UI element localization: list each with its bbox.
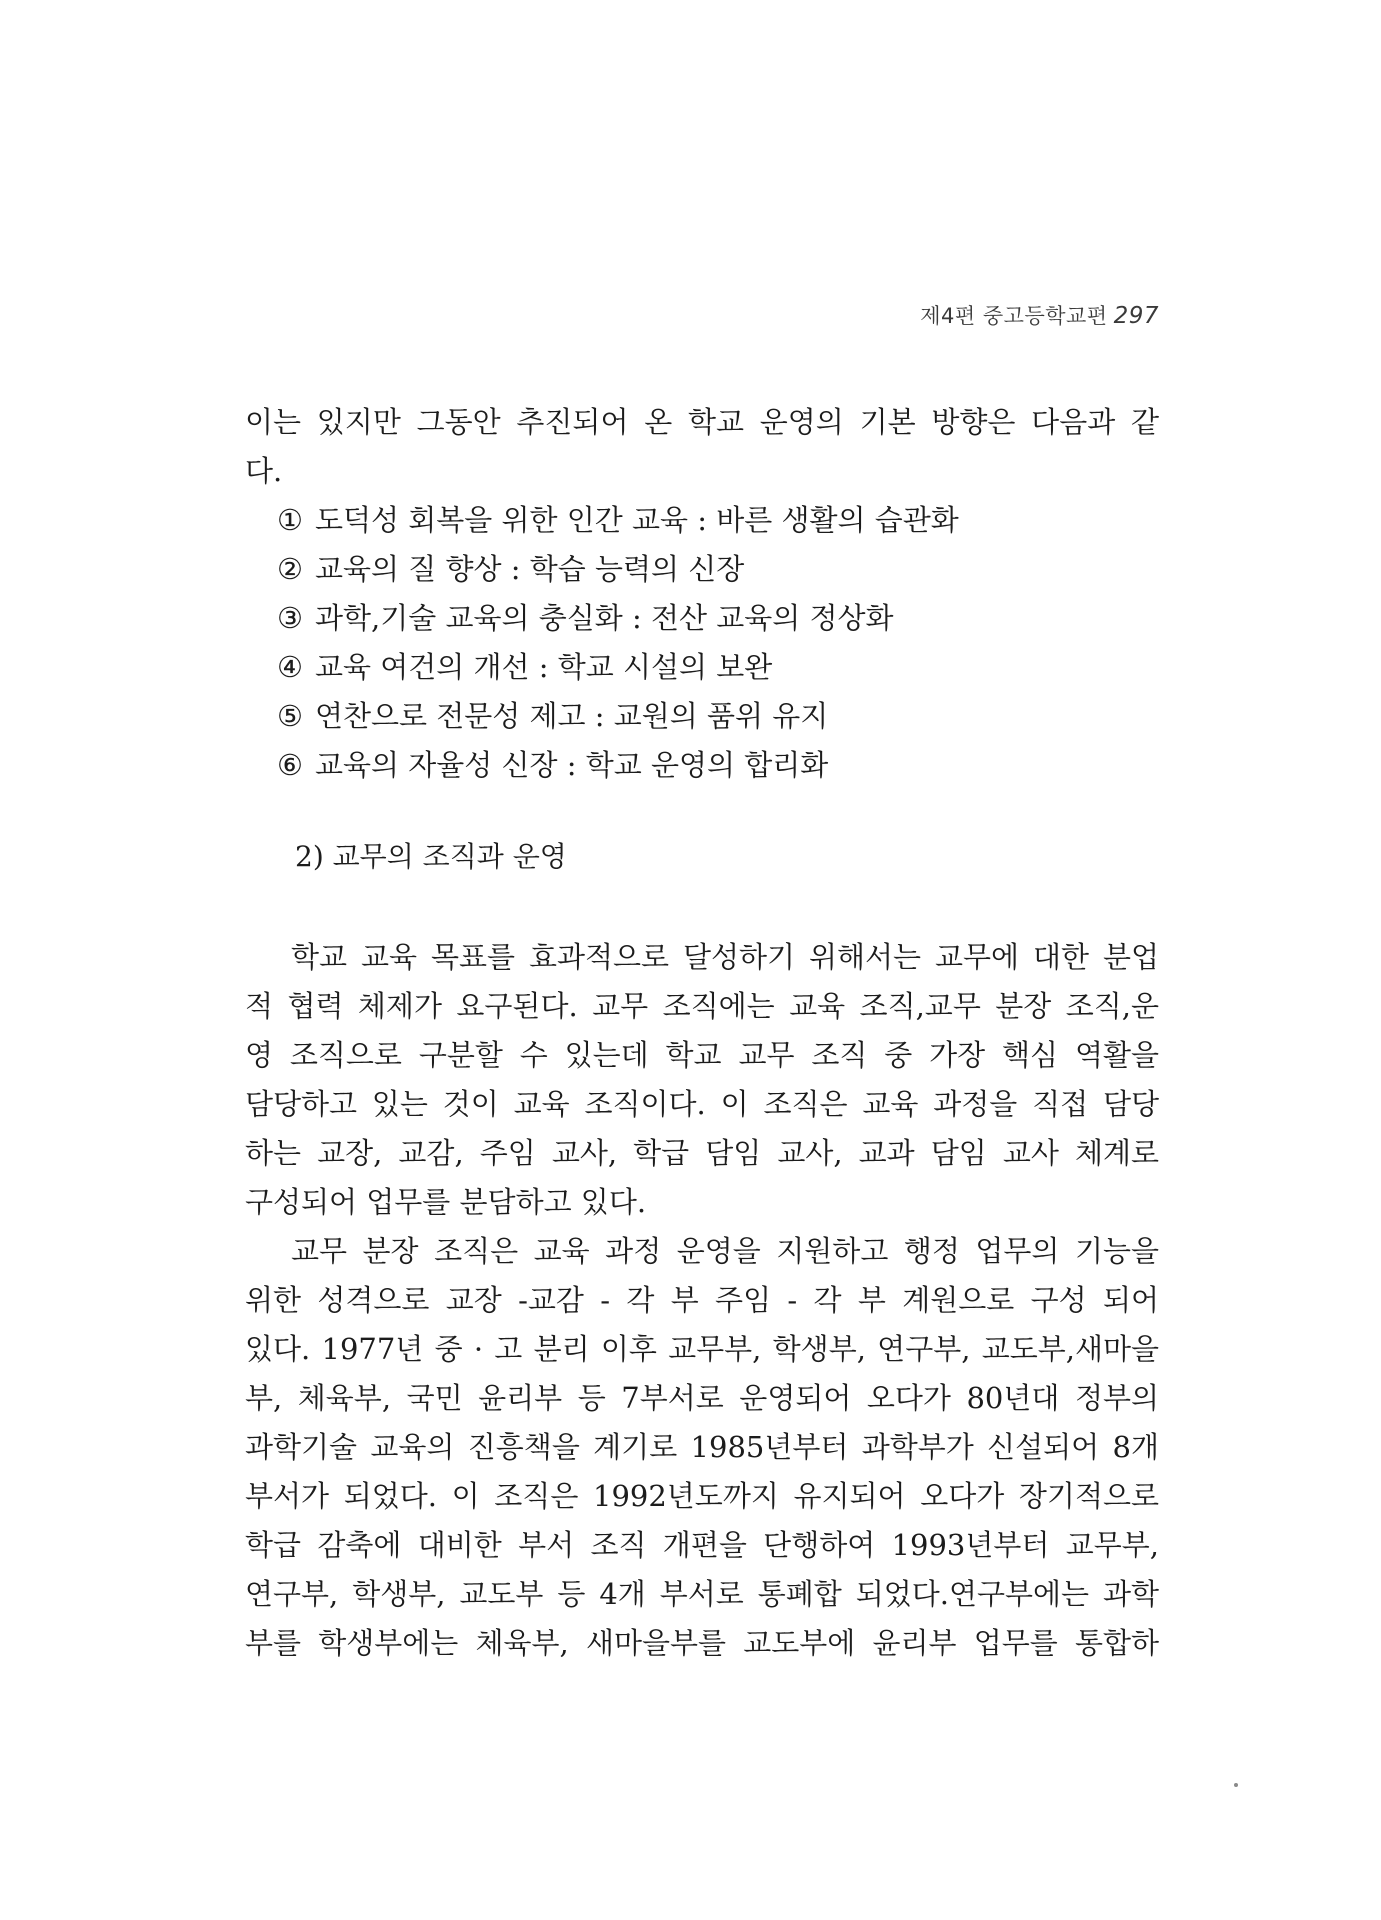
list-item (245, 594, 1159, 643)
page-number: 297 (1113, 303, 1159, 329)
list-marker: ④ (277, 650, 303, 684)
principle-list (245, 496, 1159, 790)
paragraph-line: 있다. 1977년 중 · 고 분리 이후 교무부, 학생부, 연구부, 교도부,새마을 (245, 1332, 1159, 1366)
paragraph-line: 교무 분장 조직은 교육 과정 운영을 지원하고 행정 업무의 기능을 (291, 1234, 1159, 1268)
list-marker: ② (277, 552, 303, 586)
list-text: 연찬으로 전문성 제고 : 교원의 품위 유지 (315, 699, 829, 733)
paragraph-line: 위한 성격으로 교장 -교감 - 각 부 주임 - 각 부 계원으로 구성 되어 (245, 1283, 1159, 1317)
list-item (245, 496, 1159, 545)
list-text: 과학,기술 교육의 충실화 : 전산 교육의 정상화 (315, 601, 894, 635)
list-text: 교육 여건의 개선 : 학교 시설의 보완 (315, 650, 773, 684)
paragraph-line: 부서가 되었다. 이 조직은 1992년도까지 유지되어 오다가 장기적으로 (245, 1479, 1159, 1513)
paragraph-line: 학급 감축에 대비한 부서 조직 개편을 단행하여 1993년부터 교무부, (245, 1528, 1159, 1562)
paragraph-line: 적 협력 체제가 요구된다. 교무 조직에는 교육 조직,교무 분장 조직,운 (245, 989, 1159, 1023)
paragraph-line: 연구부, 학생부, 교도부 등 4개 부서로 통폐합 되었다.연구부에는 과학 (245, 1577, 1159, 1611)
chapter-title: 제4편 중고등학교편 (920, 304, 1108, 328)
intro-line: 이는 있지만 그동안 추진되어 온 학교 운영의 기본 방향은 다음과 같 (245, 405, 1159, 439)
paragraph (245, 1227, 1159, 1668)
paragraph (245, 933, 1159, 1227)
paragraph-line: 부를 학생부에는 체육부, 새마을부를 교도부에 윤리부 업무를 통합하 (245, 1626, 1159, 1660)
list-marker: ① (277, 503, 303, 537)
paragraph-line: 구성되어 업무를 분담하고 있다. (245, 1185, 647, 1219)
paragraph-line: 학교 교육 목표를 효과적으로 달성하기 위해서는 교무에 대한 분업 (291, 940, 1159, 974)
list-item (245, 692, 1159, 741)
intro-line: 다. (245, 454, 283, 488)
list-text: 교육의 자율성 신장 : 학교 운영의 합리화 (315, 748, 829, 782)
list-item (245, 545, 1159, 594)
page-body (245, 398, 1159, 1668)
paragraph-line: 부, 체육부, 국민 윤리부 등 7부서로 운영되어 오다가 80년대 정부의 (245, 1381, 1159, 1415)
scan-speck (1234, 1783, 1238, 1787)
list-marker: ⑤ (277, 699, 303, 733)
list-item (245, 643, 1159, 692)
paragraph-line: 담당하고 있는 것이 교육 조직이다. 이 조직은 교육 과정을 직접 담당 (245, 1087, 1159, 1121)
list-text: 교육의 질 향상 : 학습 능력의 신장 (315, 552, 745, 586)
paragraph-line: 영 조직으로 구분할 수 있는데 학교 교무 조직 중 가장 핵심 역활을 (245, 1038, 1159, 1072)
list-item (245, 741, 1159, 790)
list-marker: ③ (277, 601, 303, 635)
paragraph-line: 하는 교장, 교감, 주임 교사, 학급 담임 교사, 교과 담임 교사 체계로 (245, 1136, 1159, 1170)
running-header (920, 300, 1159, 330)
list-text: 도덕성 회복을 위한 인간 교육 : 바른 생활의 습관화 (315, 503, 959, 537)
section-heading: 2) 교무의 조직과 운영 (295, 840, 567, 873)
paragraph-line: 과학기술 교육의 진흥책을 계기로 1985년부터 과학부가 신설되어 8개 (245, 1430, 1159, 1464)
list-marker: ⑥ (277, 748, 303, 782)
